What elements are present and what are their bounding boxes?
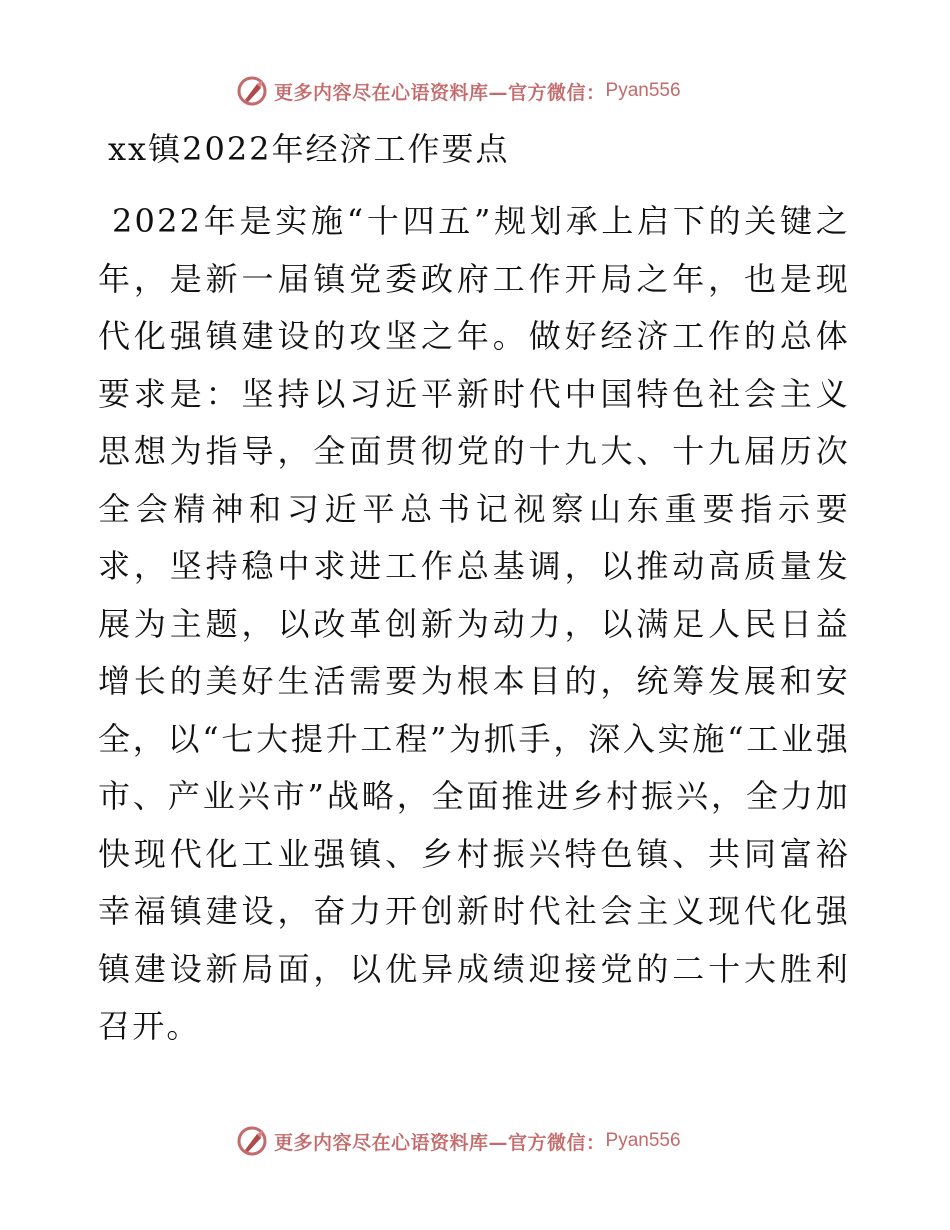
document-paragraph: 2022年是实施“十四五”规划承上启下的关键之年，是新一届镇党委政府工作开局之年，也是现代化强镇建设的攻坚之年。做好经济工作的总体要求是：坚持以习近平新时代中国特色社会主义思想为指导，全面贯彻党的十九大、十九届历次全会精神和习近平总书记视察山东重要指示要求，坚持稳中求进工作总基调，以推动高质量发展为主题，以改革创新为动力，以满足人民日益增长的美好生活需要为根本目的，统筹发展和安全，以“七大提升工程”为抓手，深入实施“工业强市、产业兴市”战略，全面推进乡村振兴，全力加快现代化工业强镇、乡村振兴特色镇、共同富裕幸福镇建设，奋力开创新时代社会主义现代化强镇建设新局面，以优异成绩迎接党的二十大胜利召开。	[98, 202, 850, 1045]
pen-nib-circle-icon	[236, 75, 268, 107]
watermark-text: 更多内容尽在心语资料库—官方微信：	[274, 1131, 606, 1154]
watermark-wechat-id: Pyan556	[605, 80, 681, 101]
document-title: xx镇2022年经济工作要点	[108, 130, 510, 168]
watermark-text: 更多内容尽在心语资料库—官方微信：	[274, 81, 606, 104]
pen-nib-circle-icon	[236, 1125, 268, 1157]
footer-watermark	[236, 1124, 681, 1158]
header-watermark	[236, 74, 681, 108]
watermark-wechat-id: Pyan556	[605, 1130, 681, 1151]
